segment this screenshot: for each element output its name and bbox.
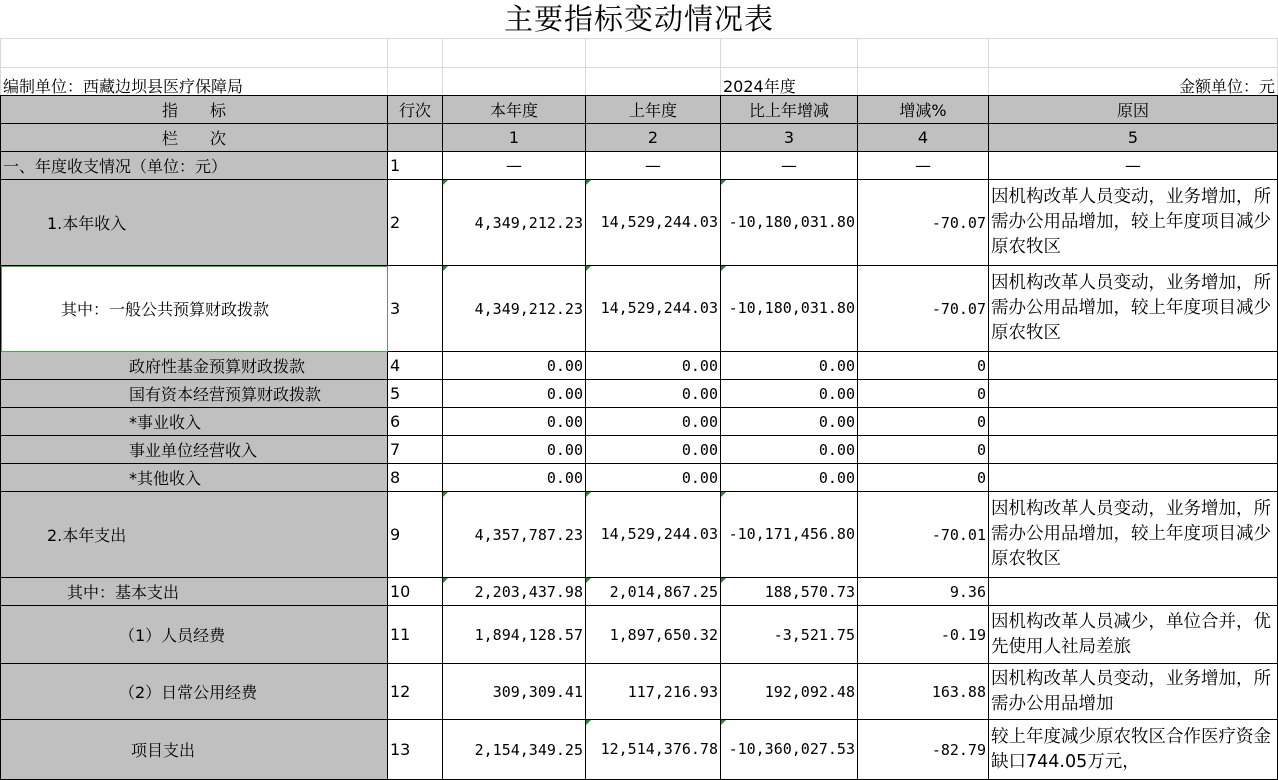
row-label[interactable]: 1.本年收入 (1, 180, 388, 266)
row-number[interactable]: 6 (388, 408, 443, 436)
change-cell[interactable]: — (721, 152, 858, 180)
prior-year-cell[interactable]: 12,514,376.78 (586, 720, 721, 780)
table-row (1, 380, 1278, 408)
prior-year-cell[interactable]: 2,014,867.25 (586, 578, 721, 606)
column-number: 4 (858, 124, 989, 152)
table-row (1, 492, 1278, 578)
current-year-cell[interactable]: 309,309.41 (443, 664, 586, 720)
unit-label: 编制单位：西藏边坝县医疗保障局 (1, 68, 388, 98)
change-pct-cell[interactable]: -70.07 (858, 266, 989, 352)
table-row (1, 578, 1278, 606)
table-row (1, 720, 1278, 780)
table-row (1, 266, 1278, 352)
reason-cell[interactable] (989, 380, 1278, 408)
reason-cell[interactable]: 较上年度减少原农牧区合作医疗资金缺口744.05万元， (989, 720, 1278, 780)
change-pct-cell[interactable]: 0 (858, 352, 989, 380)
amount-unit: 金额单位：元 (989, 68, 1278, 98)
header-change-pct: 增减% (858, 96, 989, 124)
prior-year-cell[interactable]: 0.00 (586, 408, 721, 436)
prior-year-cell[interactable]: 14,529,244.03 (586, 266, 721, 352)
reason-cell[interactable]: 因机构改革人员变动，业务增加，所需办公用品增加，较上年度项目减少原农牧区 (989, 492, 1278, 578)
row-label[interactable]: 事业单位经营收入 (1, 436, 388, 464)
current-year-cell[interactable]: 4,357,787.23 (443, 492, 586, 578)
current-year-cell[interactable]: 0.00 (443, 464, 586, 492)
current-year-cell[interactable]: 1,894,128.57 (443, 606, 586, 664)
change-pct-cell[interactable]: 163.88 (858, 664, 989, 720)
header-indicator: 指 标 (1, 96, 388, 124)
reason-cell[interactable]: — (989, 152, 1278, 180)
reason-cell[interactable] (989, 352, 1278, 380)
change-cell[interactable]: 0.00 (721, 436, 858, 464)
current-year-cell[interactable]: 4,349,212.23 (443, 266, 586, 352)
reason-cell[interactable]: 因机构改革人员变动，业务增加，所需办公用品增加 (989, 664, 1278, 720)
prior-year-cell[interactable]: 14,529,244.03 (586, 492, 721, 578)
prior-year-cell[interactable]: 14,529,244.03 (586, 180, 721, 266)
prior-year-cell[interactable]: 0.00 (586, 464, 721, 492)
row-number[interactable]: 4 (388, 352, 443, 380)
blank-row (1, 39, 1278, 68)
table-row (1, 436, 1278, 464)
column-number: 2 (586, 124, 721, 152)
column-number: 3 (721, 124, 858, 152)
table-row (1, 664, 1278, 720)
change-cell[interactable]: -10,180,031.80 (721, 266, 858, 352)
column-number-row (1, 124, 1278, 152)
reason-cell[interactable] (989, 464, 1278, 492)
current-year-cell[interactable]: — (443, 152, 586, 180)
reason-cell[interactable] (989, 408, 1278, 436)
header-reason: 原因 (989, 96, 1278, 124)
column-number: 5 (989, 124, 1278, 152)
row-number[interactable]: 3 (388, 266, 443, 352)
row-number[interactable]: 8 (388, 464, 443, 492)
row-number[interactable]: 12 (388, 664, 443, 720)
change-cell[interactable]: -10,360,027.53 (721, 720, 858, 780)
table-row (1, 408, 1278, 436)
current-year-cell[interactable]: 0.00 (443, 408, 586, 436)
row-label[interactable]: （2）日常公用经费 (1, 664, 388, 720)
row-label[interactable]: （1）人员经费 (1, 606, 388, 664)
year-label: 2024年度 (721, 68, 858, 98)
row-number[interactable]: 5 (388, 380, 443, 408)
change-pct-cell[interactable]: 9.36 (858, 578, 989, 606)
current-year-cell[interactable]: 0.00 (443, 436, 586, 464)
row-label[interactable]: *其他收入 (1, 464, 388, 492)
page-title: 主要指标变动情况表 (503, 2, 774, 36)
change-pct-cell[interactable]: -70.07 (858, 180, 989, 266)
header-current-year: 本年度 (443, 96, 586, 124)
current-year-cell[interactable]: 2,154,349.25 (443, 720, 586, 780)
prior-year-cell[interactable]: 117,216.93 (586, 664, 721, 720)
prior-year-cell[interactable]: 0.00 (586, 380, 721, 408)
change-pct-cell[interactable]: 0 (858, 380, 989, 408)
change-pct-cell[interactable]: 0 (858, 464, 989, 492)
table-row (1, 152, 1278, 180)
change-pct-cell[interactable]: -70.01 (858, 492, 989, 578)
change-cell[interactable]: 0.00 (721, 408, 858, 436)
row-label[interactable]: 项目支出 (1, 720, 388, 780)
table-row (1, 180, 1278, 266)
current-year-cell[interactable]: 4,349,212.23 (443, 180, 586, 266)
row-label[interactable]: 其中：基本支出 (1, 578, 388, 606)
change-cell[interactable]: -10,180,031.80 (721, 180, 858, 266)
prior-year-cell[interactable]: — (586, 152, 721, 180)
change-cell[interactable]: -10,171,456.80 (721, 492, 858, 578)
row-label[interactable]: 其中：一般公共预算财政拨款 (1, 266, 388, 352)
change-pct-cell[interactable]: — (858, 152, 989, 180)
reason-cell[interactable]: 因机构改革人员减少，单位合并，优先使用人社局差旅 (989, 606, 1278, 664)
current-year-cell[interactable]: 2,203,437.98 (443, 578, 586, 606)
prior-year-cell[interactable]: 1,897,650.32 (586, 606, 721, 664)
change-cell[interactable]: -3,521.75 (721, 606, 858, 664)
current-year-cell[interactable]: 0.00 (443, 352, 586, 380)
change-pct-cell[interactable]: -0.19 (858, 606, 989, 664)
row-label[interactable]: 政府性基金预算财政拨款 (1, 352, 388, 380)
row-number[interactable]: 9 (388, 492, 443, 578)
info-row (1, 68, 1278, 98)
row-number[interactable]: 2 (388, 180, 443, 266)
header-prior-year: 上年度 (586, 96, 721, 124)
row-label[interactable]: 2.本年支出 (1, 492, 388, 578)
prior-year-cell[interactable]: 0.00 (586, 436, 721, 464)
reason-cell[interactable]: 因机构改革人员变动，业务增加，所需办公用品增加，较上年度项目减少原农牧区 (989, 180, 1278, 266)
table-row (1, 464, 1278, 492)
header-row-no: 行次 (388, 96, 443, 124)
reason-cell[interactable]: 因机构改革人员变动，业务增加，所需办公用品增加，较上年度项目减少原农牧区 (989, 266, 1278, 352)
change-cell[interactable]: 188,570.73 (721, 578, 858, 606)
row-number[interactable]: 11 (388, 606, 443, 664)
table-row (1, 352, 1278, 380)
reason-cell[interactable] (989, 578, 1278, 606)
change-pct-cell[interactable]: 0 (858, 408, 989, 436)
row-number[interactable]: 10 (388, 578, 443, 606)
header-change: 比上年增减 (721, 96, 858, 124)
indicator-table (0, 95, 1278, 780)
row-label[interactable]: *事业收入 (1, 408, 388, 436)
row-number[interactable]: 7 (388, 436, 443, 464)
change-cell[interactable]: 0.00 (721, 464, 858, 492)
row-label[interactable]: 一、年度收支情况（单位：元） (1, 152, 388, 180)
change-cell[interactable]: 192,092.48 (721, 664, 858, 720)
row-label[interactable]: 国有资本经营预算财政拨款 (1, 380, 388, 408)
change-pct-cell[interactable]: 0 (858, 436, 989, 464)
header-row (1, 96, 1278, 124)
column-number: 1 (443, 124, 586, 152)
table-row (1, 606, 1278, 664)
prior-year-cell[interactable]: 0.00 (586, 352, 721, 380)
reason-cell[interactable] (989, 436, 1278, 464)
change-cell[interactable]: 0.00 (721, 352, 858, 380)
change-cell[interactable]: 0.00 (721, 380, 858, 408)
change-pct-cell[interactable]: -82.79 (858, 720, 989, 780)
row-number[interactable]: 13 (388, 720, 443, 780)
sheet-grid-top (0, 38, 1278, 98)
current-year-cell[interactable]: 0.00 (443, 380, 586, 408)
column-row-label: 栏 次 (1, 124, 388, 152)
row-number[interactable]: 1 (388, 152, 443, 180)
